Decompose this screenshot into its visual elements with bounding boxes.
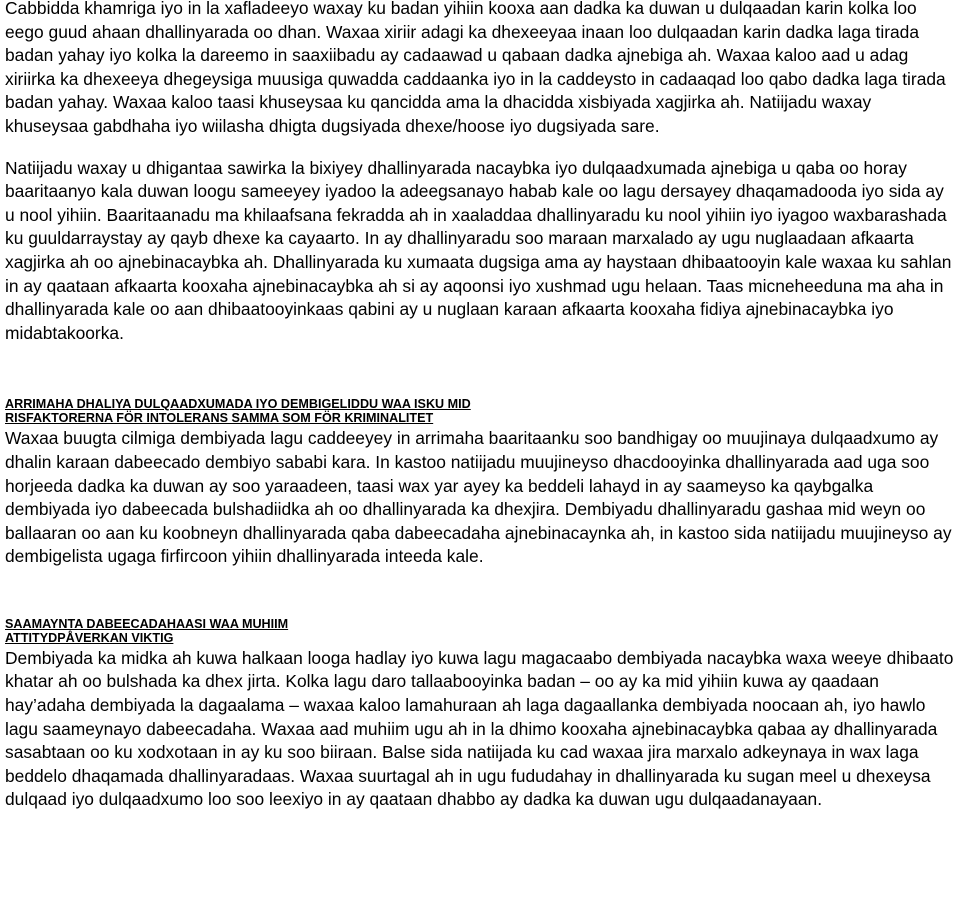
section-crime-risk-factors (5, 397, 957, 569)
section-heading: SAAMAYNTA DABEECADAHAASI WAA MUHIIM (5, 616, 289, 631)
intro-paragraph-1: Cabbidda khamriga iyo in la xafladeeyo waxay ku badan yihiin kooxa aan dadka ka duwan u dulqaadan karin kolka loo eego guud ahaan dhallinyarada oo dhan. Waxaa xiriir adagi ka dhexeeyaa inaan loo dulqaadan karin dadka laga tirada badan yahay iyo kolka la dareemo in saaxiibadu ay cadaawad u qabaan dadka ajnebiga ah. Waxaa kaloo aad u adag xiriirka ka dhexeeya dhegeysiga muusiga quwadda caddaanka iyo in la caddeysto in cadaaqad loo qabo dadka laga tirada badan yahay. Waxaa kaloo taasi khuseysaa ku qancidda ama la dhacidda xisbiyada xagjirka ah. Natiijadu waxay khuseysaa gabdhaha iyo wiilasha dhigta dugsiyada dhexe/hoose iyo dugsiyada sare. (5, 0, 946, 136)
section-subheading: RISFAKTORERNA FÖR INTOLERANS SAMMA SOM FÖR KRIMINALITET (5, 411, 434, 426)
document-page (5, 0, 957, 812)
section-paragraph: Waxaa buugta cilmiga dembiyada lagu caddeeyey in arrimaha baaritaanku soo bandhigay oo muujinaya dulqaadxumo ay dhalin karaan dabeecado dembiyo sababi kara. In kastoo natiijadu muujineyso dhacdooyinka dhallinyarada aad uga soo horjeeda dadka ka duwan ay soo yaraadeen, taasi wax yar ayey ka beddeli lahayd in ay saameyso ka qaybgalka dembiyada iyo dabeecada bulshadiidka ah oo dhallinyarada ka dhexjira. Dembiyadu dhallinyaradu gashaa mid weyn oo ballaaran oo aan ku koobneyn dhallinyarada qaba dabeecadaha ajnebinacaynka ah, in kastoo sida natiijadu muujineyso ay dembigelista ugaga firfircoon yihiin dhallinyarada inteeda kale. (5, 428, 952, 567)
intro-paragraph-2: Natiijadu waxay u dhigantaa sawirka la bixiyey dhallinyarada nacaybka iyo dulqaadxumada ajnebiga u qaba oo horay baaritaanyo kala duwan loogu sameeyey iyadoo la adeegsanayo habab kale oo lagu dersayey dhaqamadooda iyo sida ay u nool yihiin. Baaritaanadu ma khilaafsana fekradda ah in xaaladdaa dhallinyaradu ku nool yihiin iyo iyagoo waxbarashada ku guuldarraystay ay qayb dhexe ka cayaarto. In ay dhallinyaradu soo maraan marxalado ay ugu nuglaadaan afkaarta xagjirka ah oo ajnebinacaybka ah. Dhallinyarada ku xumaata dugsiga ama ay haystaan dhibaatooyin kale waxaa ku sahlan in ay qaataan afkaarta kooxaha ajnebinacaybka ah si ay aqoonsi iyo xushmad ugu helaan. Taas micneheeduna ma aha in dhallinyarada kale oo aan dhibaatooyinkaas qabini ay u nuglaan karaan afkaarta kooxaha fidiya ajnebinacaybka iyo midabtakoorka. (5, 157, 952, 343)
section-subheading: ATTITYDPÅVERKAN VIKTIG (5, 630, 174, 645)
section-heading: ARRIMAHA DHALIYA DULQAADXUMADA IYO DEMBIGELIDDU WAA ISKU MID (5, 397, 471, 412)
section-paragraph: Dembiyada ka midka ah kuwa halkaan looga hadlay iyo kuwa lagu magacaabo dembiyada nacaybka waxa weeye dhibaato khatar ah oo bulshada ka dhex jirta. Kolka lagu daro tallaabooyinka badan – oo ay ka mid yihiin kuwa ay qaadaan hay’adaha dembiyada la dagaalama – waxaa kaloo lamahuraan ah laga dagaallanka dembiyada noocaan ah, iyo hawlo lagu saameynayo dabeecadaha. Waxaa aad muhiim ugu ah in la dhimo kooxaha ajnebinacaybka qabaa ay dhallinyarada sasabtaan oo ku xodxotaan in ay ku soo biiraan. Balse sida natiijada ku cad waxaa jira marxalo adkeynaya in wax laga beddelo dhaqamada dhallinyaradaas. Waxaa suurtagal ah in ugu fududahay in dhallinyarada ku sugan meel u dhexeysa dulqaad iyo dulqaadxumo loo soo leexiyo in ay qaataan dhabbo ay dadka ka duwan ugu dulqaadanayaan. (5, 647, 954, 810)
section-attitude-influence (5, 617, 957, 812)
